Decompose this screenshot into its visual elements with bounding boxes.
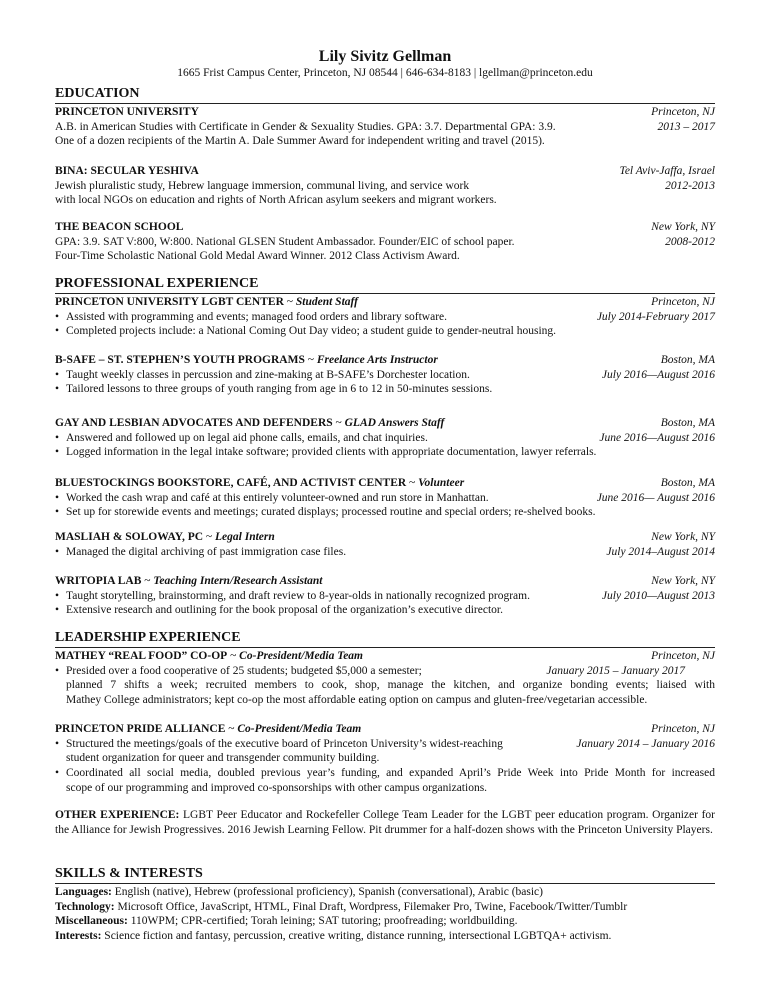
section-leadership: LEADERSHIP EXPERIENCE	[55, 630, 715, 648]
list-item: • Managed the digital archiving of past immigration case files. July 2014–August 2014	[55, 545, 715, 560]
edu-location: Tel Aviv-Jaffa, Israel	[619, 165, 715, 177]
leadership-entry	[55, 722, 715, 796]
leadership-role: Co-President/Media Team	[239, 650, 364, 662]
edu-entry	[55, 105, 715, 149]
job-location: Boston, MA	[660, 477, 715, 489]
edu-org: THE BEACON SCHOOL	[55, 221, 184, 233]
job-role: Student Staff	[295, 296, 358, 308]
edu-org: PRINCETON UNIVERSITY	[55, 106, 199, 118]
list-item: • Answered and followed up on legal aid phone calls, emails, and chat inquiries. June 2016—August 2016	[55, 431, 715, 446]
job-separator: ~	[332, 417, 345, 429]
section-education: EDUCATION	[55, 86, 715, 104]
job-role: Legal Intern	[215, 531, 275, 543]
job-dates: June 2016— August 2016	[596, 491, 715, 504]
job-dates: July 2014-February 2017	[596, 310, 715, 323]
job-entry	[55, 530, 715, 559]
other-experience-label: OTHER EXPERIENCE:	[55, 809, 180, 821]
edu-entry	[55, 164, 715, 208]
job-location: New York, NY	[651, 531, 715, 543]
list-item: • Coordinated all social media, doubled previous year’s funding, and expanded April’s Pride Week into Pride Month for increased scope of our programming and improved co-sponsorships with other campus organizations.	[55, 766, 715, 795]
job-separator: ~	[304, 354, 317, 366]
job-role: GLAD Answers Staff	[344, 417, 445, 429]
job-separator: ~	[406, 477, 419, 489]
job-role: Volunteer	[418, 477, 465, 489]
list-item: • Taught storytelling, brainstorming, and draft review to 8-year-olds in nationally recognized program. July 2010—August 2013	[55, 589, 715, 604]
other-experience-text: LGBT Peer Educator and Rockefeller College Team Leader for the LGBT peer education program. Organizer for the Alliance for Jewish Progressives. 2016 Jewish Learning Fellow. Pit drummer for a half-dozen shows with the Princeton University Players.	[55, 809, 715, 836]
job-org: WRITOPIA LAB	[55, 575, 142, 587]
job-entry	[55, 476, 715, 520]
contact-line: 1665 Frist Campus Center, Princeton, NJ 08544 | 646-634-8183 | lgellman@princeton.edu	[177, 67, 593, 79]
job-separator: ~	[141, 575, 154, 587]
leadership-entry	[55, 649, 715, 708]
job-dates: July 2010—August 2013	[601, 589, 715, 602]
edu-entry	[55, 220, 715, 264]
edu-detail: One of a dozen recipients of the Martin A. Dale Summer Award for independent writing and travel (2015).	[55, 135, 545, 148]
leadership-role: Co-President/Media Team	[237, 723, 362, 735]
section-professional: PROFESSIONAL EXPERIENCE	[55, 276, 715, 294]
list-item: • Assisted with programming and events; managed food orders and library software. July 2014-February 2017	[55, 310, 715, 325]
job-location: Boston, MA	[660, 417, 715, 429]
list-item: • Structured the meetings/goals of the executive board of Princeton University’s widest-reaching January 2014 – January 2016 student organization for queer and transgender community building.	[55, 737, 715, 766]
list-item: • Presided over a food cooperative of 25 students; budgeted $5,000 a semester; January 2015 – January 2017 planned 7 shifts a week; recruited members to cook, shop, manage the kitchen, and organize bonding events; liaised with Mathey College administrators; kept co-op the most affordable eating option on campus and gluten-free/vegetarian accessible.	[55, 664, 715, 708]
edu-detail: A.B. in American Studies with Certificate in Gender & Sexuality Studies. GPA: 3.7. Departmental GPA: 3.9.	[55, 120, 556, 133]
edu-detail: GPA: 3.9. SAT V:800, W:800. National GLSEN Student Ambassador. Founder/EIC of school paper.	[55, 235, 515, 248]
leadership-org: PRINCETON PRIDE ALLIANCE	[55, 723, 226, 735]
job-separator: ~	[203, 531, 216, 543]
skills-list	[55, 885, 715, 944]
job-entry	[55, 295, 715, 339]
job-entry	[55, 416, 715, 460]
leadership-location: Princeton, NJ	[651, 650, 715, 662]
edu-detail: Four-Time Scholastic National Gold Medal Award Winner. 2012 Class Activism Award.	[55, 250, 460, 263]
leadership-separator: ~	[227, 650, 240, 662]
other-experience	[55, 808, 715, 837]
candidate-name: Lily Sivitz Gellman	[318, 48, 452, 65]
skills-row: Technology: Microsoft Office, JavaScript, HTML, Final Draft, Wordpress, Filemaker Pro, Twine, Facebook/Twitter/Tumblr	[55, 900, 628, 913]
job-org: BLUESTOCKINGS BOOKSTORE, CAFÉ, AND ACTIVIST CENTER	[55, 477, 407, 489]
leadership-dates: January 2014 – January 2016	[576, 737, 715, 750]
job-org: MASLIAH & SOLOWAY, PC	[55, 531, 204, 543]
job-separator: ~	[283, 296, 296, 308]
job-dates: July 2014–August 2014	[606, 545, 715, 558]
job-dates: June 2016—August 2016	[599, 431, 715, 444]
edu-org: BINA: SECULAR YESHIVA	[55, 165, 199, 177]
edu-detail: Jewish pluralistic study, Hebrew language immersion, communal living, and service work	[55, 179, 470, 192]
skills-row: Interests: Science fiction and fantasy, percussion, creative writing, distance running, intersectional LGBTQA+ activism.	[55, 930, 612, 943]
list-item: • Set up for storewide events and meetings; curated displays; processed routine and special orders; re-shelved books.	[55, 505, 715, 520]
job-location: New York, NY	[651, 575, 715, 587]
edu-dates: 2008-2012	[665, 235, 715, 248]
job-role: Teaching Intern/Research Assistant	[153, 575, 323, 587]
job-role: Freelance Arts Instructor	[316, 354, 438, 366]
leadership-dates: January 2015 – January 2017	[546, 664, 685, 677]
list-item: • Extensive research and outlining for the book proposal of the organization’s executive director.	[55, 603, 715, 618]
edu-location: New York, NY	[651, 221, 715, 233]
list-item: • Completed projects include: a National Coming Out Day video; a student guide to gender-neutral housing.	[55, 324, 715, 339]
edu-detail: with local NGOs on education and rights of North African asylum seekers and migrant workers.	[55, 194, 497, 207]
leadership-location: Princeton, NJ	[651, 723, 715, 735]
job-org: PRINCETON UNIVERSITY LGBT CENTER	[55, 296, 284, 308]
list-item: • Taught weekly classes in percussion and zine-making at B-SAFE’s Dorchester location. July 2016—August 2016	[55, 368, 715, 383]
skills-row: Languages: English (native), Hebrew (professional proficiency), Spanish (conversational), Arabic (basic)	[55, 886, 543, 898]
job-entry	[55, 574, 715, 618]
job-org: GAY AND LESBIAN ADVOCATES AND DEFENDERS	[55, 417, 333, 429]
edu-dates: 2013 – 2017	[657, 120, 715, 133]
leadership-separator: ~	[225, 723, 238, 735]
edu-dates: 2012-2013	[665, 179, 715, 192]
job-location: Princeton, NJ	[651, 296, 715, 308]
job-dates: July 2016—August 2016	[601, 368, 715, 381]
list-item: • Tailored lessons to three groups of youth ranging from age in 6 to 12 in 50-minutes sessions.	[55, 382, 715, 397]
leadership-org: MATHEY “REAL FOOD” CO-OP	[55, 650, 228, 662]
job-location: Boston, MA	[660, 354, 715, 366]
list-item: • Logged information in the legal intake software; provided clients with appropriate documentation, lawyer referrals.	[55, 445, 715, 460]
section-skills: SKILLS & INTERESTS	[55, 866, 715, 884]
job-entry	[55, 353, 715, 397]
skills-row: Miscellaneous: 110WPM; CPR-certified; Torah leining; SAT tutoring; proofreading; worldbuilding.	[55, 915, 518, 928]
list-item: • Worked the cash wrap and café at this entirely volunteer-owned and run store in Manhattan. June 2016— August 2016	[55, 491, 715, 506]
job-org: B-SAFE – ST. STEPHEN’S YOUTH PROGRAMS	[55, 354, 305, 366]
edu-location: Princeton, NJ	[651, 106, 715, 118]
